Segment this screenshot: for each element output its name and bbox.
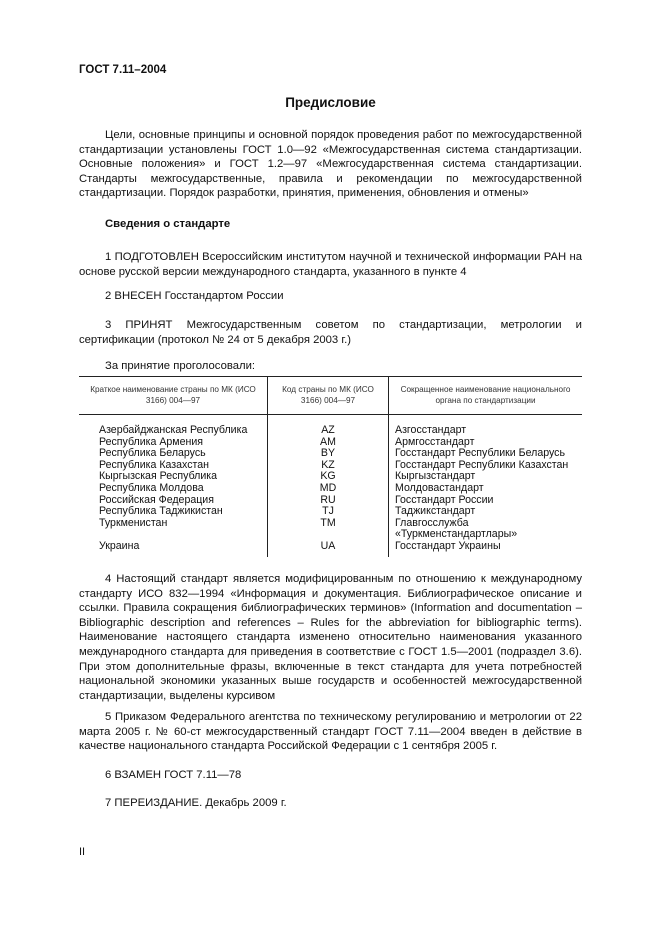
cell-body: Госстандарт Республики Казахстан [389, 460, 583, 472]
cell-code: TJ [268, 506, 389, 518]
cell-country: Российская Федерация [99, 493, 214, 506]
table-row [79, 506, 582, 518]
cell-code: AZ [268, 415, 389, 437]
document-id: ГОСТ 7.11–2004 [79, 64, 167, 76]
table-header-row [79, 377, 582, 415]
table-row [79, 541, 582, 557]
cell-country: Украина [99, 539, 140, 552]
item-4: 4 Настоящий стандарт является модифицированным по отношению к международному стандарту ИСО 832—1994 «Информация и документация. Библиографическое описание и ссылки. Правила сокращения библиографических терминов» (Information and documentation – Bibliographic description and references – Rules for the abbreviation for bibliographic terms). Наименование настоящего стандарта изменено относительно наименования указанного международного стандарта для приведения в соответствие с ГОСТ 1.5—2001 (подраздел 3.6). При этом дополнительные фразы, включенные в текст стандарта для учета потребностей национальной экономики указанных выше государств и особенностей межгосударственной стандартизации, выделены курсивом [79, 573, 582, 702]
column-header-country: Краткое наименование страны по МК (ИСО 3166) 004—97 [79, 377, 268, 415]
intro-paragraph: Цели, основные принципы и основной порядок проведения работ по межгосударственной стандартизации установлены ГОСТ 1.0—92 «Межгосударственная система стандартизации. Основные положения» и ГОСТ 1.2—97 «Межгосударственная система стандартизации. Стандарты межгосударственные, правила и рекомендации по межгосударственной стандартизации. Порядок разработки, принятия, применения, обновления и отмены» [79, 129, 582, 200]
cell-country: Азербайджанская Республика [99, 424, 248, 436]
item-6: 6 ВЗАМЕН ГОСТ 7.11—78 [105, 769, 242, 781]
item-3: 3 ПРИНЯТ Межгосударственным советом по стандартизации, метрологии и сертификации (протокол № 24 от 5 декабря 2003 г.) [79, 319, 582, 346]
page-number: II [79, 846, 86, 858]
cell-code: UA [268, 541, 389, 557]
cell-body: Госстандарт России [389, 495, 583, 507]
voted-label: За принятие проголосовали: [105, 360, 256, 372]
cell-code: KG [268, 471, 389, 483]
item-2: 2 ВНЕСЕН Госстандартом России [105, 290, 284, 302]
cell-country: Республика Казахстан [99, 458, 209, 471]
cell-country: Кыргызская Республика [99, 470, 218, 483]
cell-body: Азгосстандарт [389, 415, 583, 437]
cell-code: RU [268, 495, 389, 507]
cell-code: MD [268, 483, 389, 495]
cell-code: BY [268, 448, 389, 460]
cell-country: Республика Беларусь [99, 447, 206, 460]
cell-code: KZ [268, 460, 389, 472]
table-row [79, 415, 582, 437]
voting-table [79, 376, 582, 557]
cell-body: Кыргызстандарт [389, 471, 583, 483]
item-1: 1 ПОДГОТОВЛЕН Всероссийским институтом научной и технической информации РАН на основе русской версии международного стандарта, указанного в пункте 4 [79, 251, 582, 278]
cell-body: Госстандарт Республики Беларусь [389, 448, 583, 460]
column-header-code: Код страны по МК (ИСО 3166) 004—97 [268, 377, 389, 415]
column-header-body: Сокращенное наименование национального органа по стандартизации [389, 377, 583, 415]
section-heading: Сведения о стандарте [105, 218, 231, 230]
cell-code: AM [268, 437, 389, 449]
cell-country: Республика Армения [99, 435, 203, 448]
cell-country: Республика Таджикистан [99, 505, 223, 518]
cell-country: Республика Молдова [99, 481, 204, 494]
cell-body: Армгосстандарт [389, 437, 583, 449]
page-title: Предисловие [285, 95, 376, 110]
cell-body: Главгосслужба «Туркменстандартлары» [389, 518, 583, 541]
cell-country: Туркменистан [99, 516, 168, 529]
cell-body: Госстандарт Украины [389, 541, 583, 557]
cell-body: Молдовастандарт [389, 483, 583, 495]
item-7: 7 ПЕРЕИЗДАНИЕ. Декабрь 2009 г. [105, 797, 287, 809]
table-row [79, 483, 582, 495]
cell-code: TM [268, 518, 389, 541]
cell-body: Таджикстандарт [389, 506, 583, 518]
item-5: 5 Приказом Федерального агентства по техническому регулированию и метрологии от 22 марта 2005 г. № 60-ст межгосударственный стандарт ГОСТ 7.11—2004 введен в действие в качестве национального стандарта Российской Федерации с 1 сентября 2005 г. [79, 711, 582, 753]
table-row [79, 518, 582, 541]
